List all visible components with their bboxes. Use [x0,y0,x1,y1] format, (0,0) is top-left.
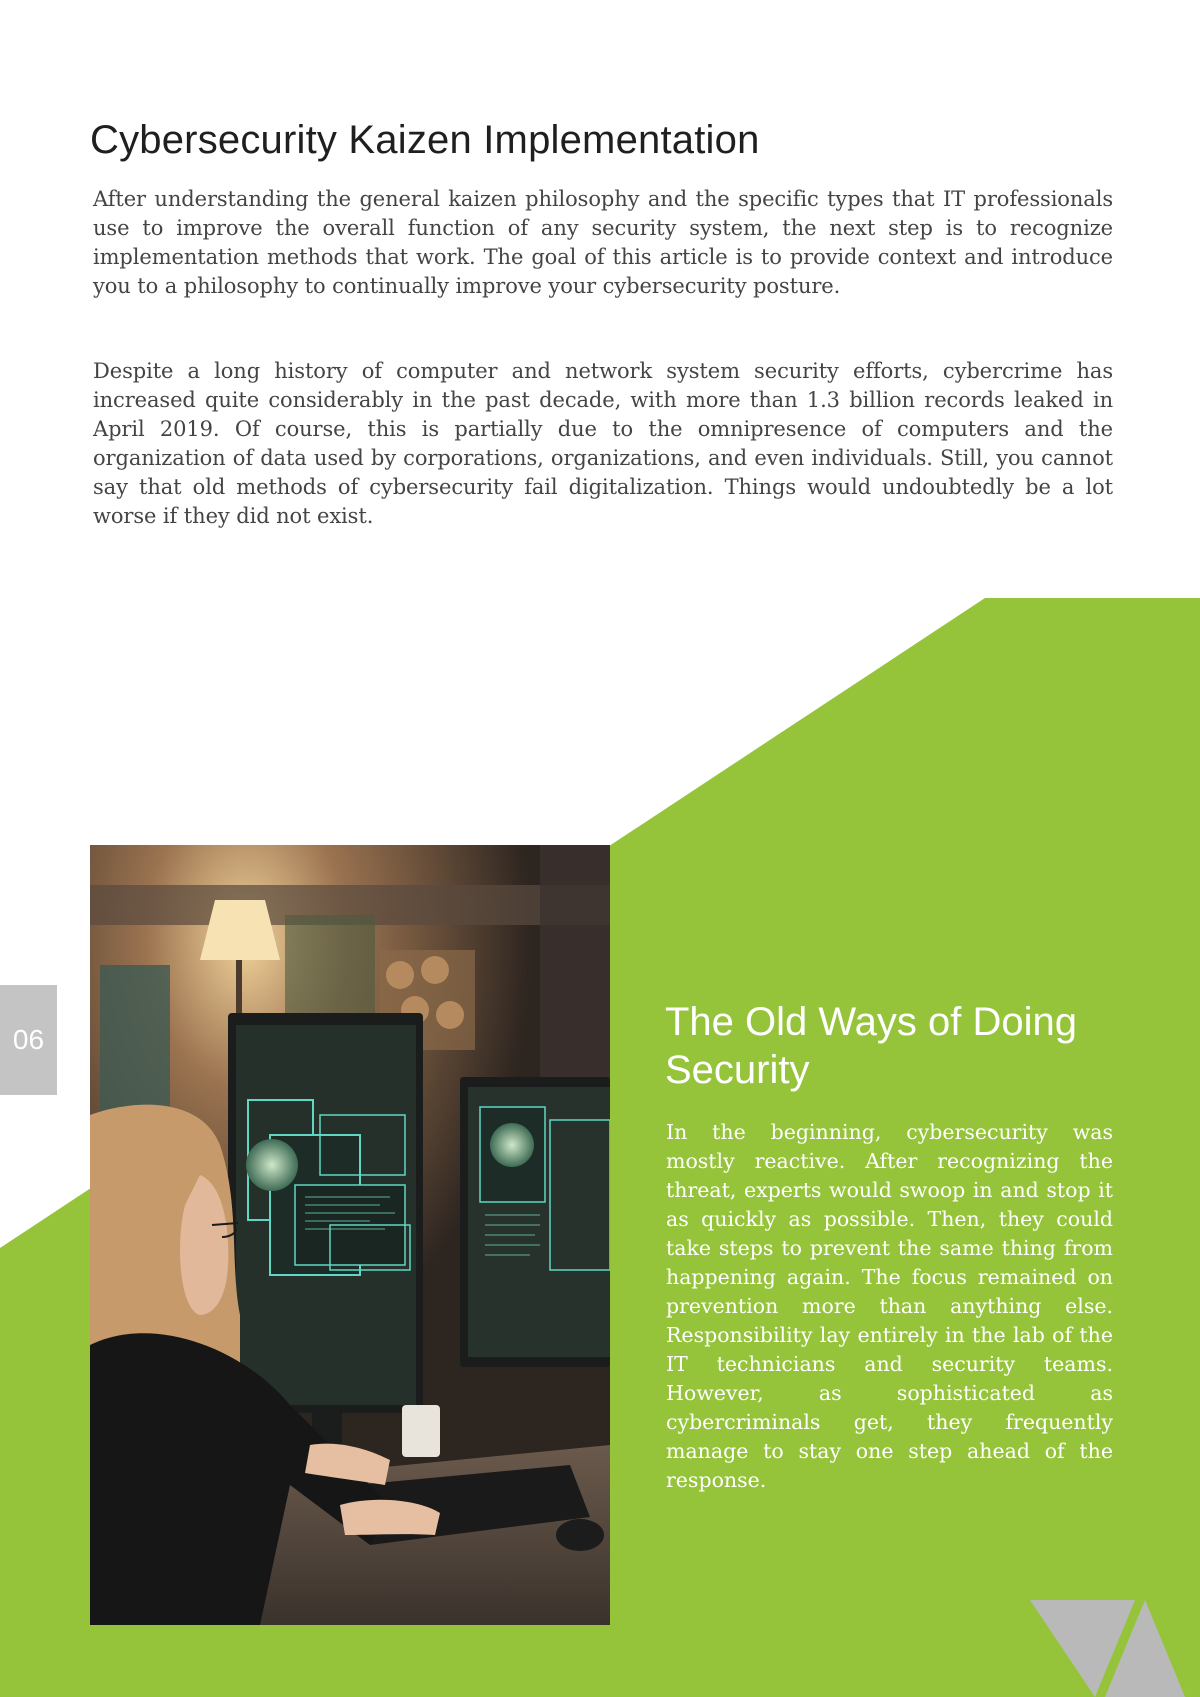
intro-paragraph-1: After understanding the general kaizen philosophy and the specific types that IT professionals use to improve the overall function of any security system, the next step is to recognize implementation methods that work. The goal of this article is to provide context and introduce you to a philosophy to continually improve your cybersecurity posture. [93,187,1113,298]
woman-at-computer-illustration [90,845,610,1625]
intro-paragraph-2: Despite a long history of computer and network system security efforts, cybercrime has increased quite considerably in the past decade, with more than 1.3 billion records leaked in April 2019. Of course, this is partially due to the omnipresence of computers and the organization of data used by corporations, organizations, and even individuals. Still, you cannot say that old methods of cybersecurity fail digitalization. Things would undoubtedly be a lot worse if they did not exist. [93,359,1113,528]
section-body: In the beginning, cybersecurity was mostly reactive. After recognizing the threat, experts would swoop in and stop it as quickly as possible. Then, they could take steps to prevent the same thing from happening again. The focus remained on prevention more than anything else. Responsibility lay entirely in the lab of the IT technicians and security teams. However, as sophisticated as cybercriminals get, they frequently manage to stay one step ahead of the response. [666,1120,1113,1492]
photo [90,845,610,1625]
page-title: Cybersecurity Kaizen Implementation [90,118,760,162]
section-title: The Old Ways of Doing Security [665,1000,1078,1092]
triangles-decoration-icon [1020,1600,1200,1697]
page-number-tab: 06 [0,985,57,1095]
